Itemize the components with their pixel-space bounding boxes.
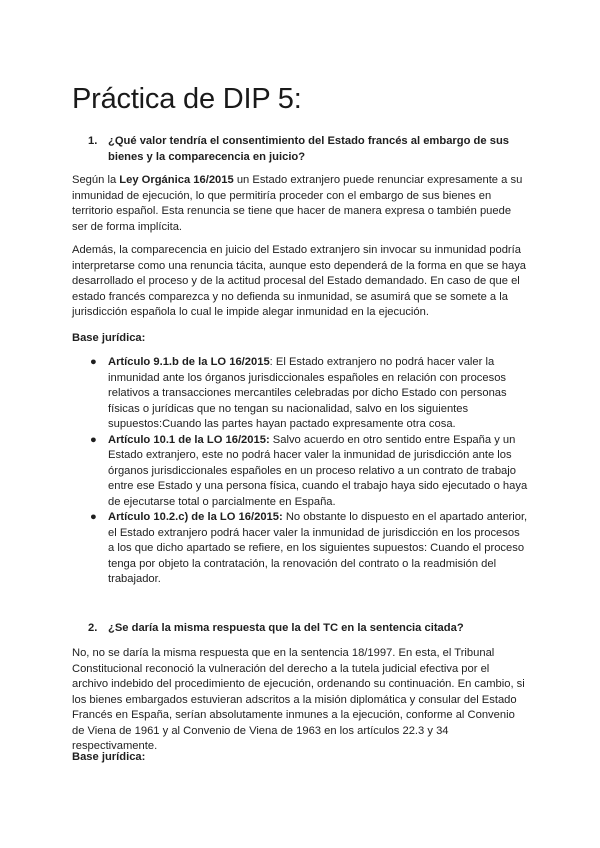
article-text: No obstante lo dispuesto en el apartado anterior, el Estado extranjero podrá hacer valer la inmunidad de jurisdicción en los procesos a los que dicho apartado se refiere, en los siguientes supuestos: Cuando el proceso tenga por objeto la contratación, la renovación del contrato o la readmisión del trabajador.	[108, 511, 528, 585]
legal-basis-heading-2: Base jurídica:	[72, 751, 146, 763]
page-title: Práctica de DIP 5:	[72, 83, 302, 115]
answer-1-text-pre: Según la	[72, 174, 120, 186]
answer-1-text-post: un Estado extranjero puede renunciar expresamente a su inmunidad de ejecución, lo que permitiría proceder con el embargo de sus bienes en territorio español. Esta renuncia se tiene que hacer de manera expresa o también puede ser de forma implícita.	[72, 174, 523, 233]
legal-basis-heading-1: Base jurídica:	[72, 332, 146, 344]
bullet-icon: ●	[90, 356, 97, 368]
legal-basis-list	[88, 355, 528, 588]
answer-1-paragraph-2: Además, la comparecencia en juicio del Estado extranjero sin invocar su inmunidad podría interpretarse como una renuncia tácita, aunque esto dependerá de la forma en que se haya desarrollado el proceso y de la actitud procesal del Estado demandado. En caso de que el estado francés comparezca y no defienda su inmunidad, se asumirá que se somete a la jurisdicción española lo cual le impide alegar inmunidad en la ejecución.	[72, 244, 527, 318]
answer-1-paragraph-1	[72, 173, 528, 235]
answer-1-law-name: Ley Orgánica 16/2015	[119, 174, 234, 186]
answer-2-paragraph: No, no se daría la misma respuesta que en la sentencia 18/1997. En esta, el Tribunal Constitucional reconoció la vulneración del derecho a la tutela judicial efectiva por el archivo indebido del procedimiento de ejecución, ordenando su continuación. En cambio, si los bienes embargados estuvieran adscritos a la misión diplomática y consular del Estado Francés en España, serían absolutamente inmunes a la ejecución, conforme al Convenio de Viena de 1961 y al Convenio de Viena de 1963 en los artículos 22.3 y 34 respectivamente.	[72, 647, 525, 752]
article-text: Salvo acuerdo en otro sentido entre España y un Estado extranjero, este no podrá hacer valer la inmunidad de jurisdicción ante los órganos jurisdiccionales españoles en un proceso relativo a un contrato de trabajo entre ese Estado y una persona física, cuando el trabajo haya sido ejecutado o haya de ejecutarse total o parcialmente en España.	[108, 433, 528, 508]
question-1-number: 1.	[88, 135, 98, 147]
list-item	[88, 510, 528, 588]
list-item	[88, 355, 528, 433]
question-2	[88, 620, 528, 636]
article-reference: Artículo 10.2.c) de la LO 16/2015:	[108, 511, 283, 523]
article-text: : El Estado extranjero no podrá hacer valer la inmunidad ante los órganos jurisdiccionales españoles en relación con procesos relativos a transacciones mercantiles celebradas por dicho Estado con personas físicas o jurídicas que no tengan su nacionalidad, salvo en los siguientes supuestos:Cuando las partes hayan pactado expresamente otra cosa.	[108, 356, 507, 430]
question-2-number: 2.	[88, 622, 98, 634]
article-reference: Artículo 10.1 de la LO 16/2015:	[108, 433, 270, 446]
question-2-text: ¿Se daría la misma respuesta que la del TC en la sentencia citada?	[108, 622, 464, 634]
list-item	[88, 433, 528, 511]
question-1	[88, 133, 528, 165]
bullet-icon: ●	[90, 433, 97, 446]
bullet-icon: ●	[90, 511, 97, 523]
article-reference: Artículo 9.1.b de la LO 16/2015	[108, 356, 270, 368]
question-1-text: ¿Qué valor tendría el consentimiento del Estado francés al embargo de sus bienes y la comparecencia en juicio?	[108, 135, 509, 163]
